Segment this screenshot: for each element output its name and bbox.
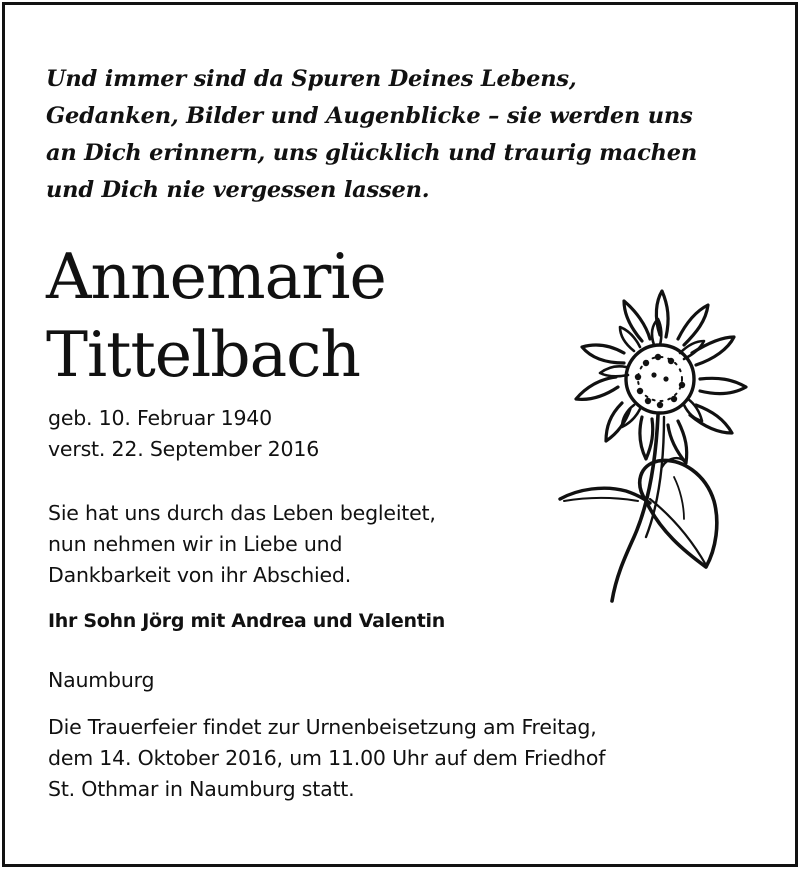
tribute-text (48, 498, 436, 591)
ceremony-line: St. Othmar in Naumburg statt. (48, 777, 355, 801)
ceremony-notice (48, 712, 605, 805)
verse-line: an Dich erinnern, uns glücklich und traurig machen (46, 140, 698, 166)
ceremony-line: dem 14. Oktober 2016, um 11.00 Uhr auf dem Friedhof (48, 746, 606, 770)
tribute-line: nun nehmen wir in Liebe und (48, 532, 343, 556)
verse-line: und Dich nie vergessen lassen. (46, 177, 430, 203)
obituary-frame (2, 2, 798, 867)
mourners-signature: Ihr Sohn Jörg mit Andrea und Valentin (48, 610, 445, 632)
place-name: Naumburg (48, 668, 155, 692)
memorial-verse (46, 61, 766, 209)
deceased-name (46, 238, 386, 394)
verse-line: Gedanken, Bilder und Augenblicke – sie werden uns (46, 103, 693, 129)
ceremony-line: Die Trauerfeier findet zur Urnenbeisetzung am Freitag, (48, 715, 597, 739)
birth-date: geb. 10. Februar 1940 (48, 406, 272, 430)
tribute-line: Dankbarkeit von ihr Abschied. (48, 563, 352, 587)
death-date: verst. 22. September 2016 (48, 437, 320, 461)
sunflower-icon (550, 287, 770, 607)
life-dates (48, 403, 319, 465)
tribute-line: Sie hat uns durch das Leben begleitet, (48, 501, 436, 525)
verse-line: Und immer sind da Spuren Deines Lebens, (46, 66, 577, 92)
first-name: Annemarie (46, 240, 386, 313)
last-name: Tittelbach (46, 318, 360, 391)
